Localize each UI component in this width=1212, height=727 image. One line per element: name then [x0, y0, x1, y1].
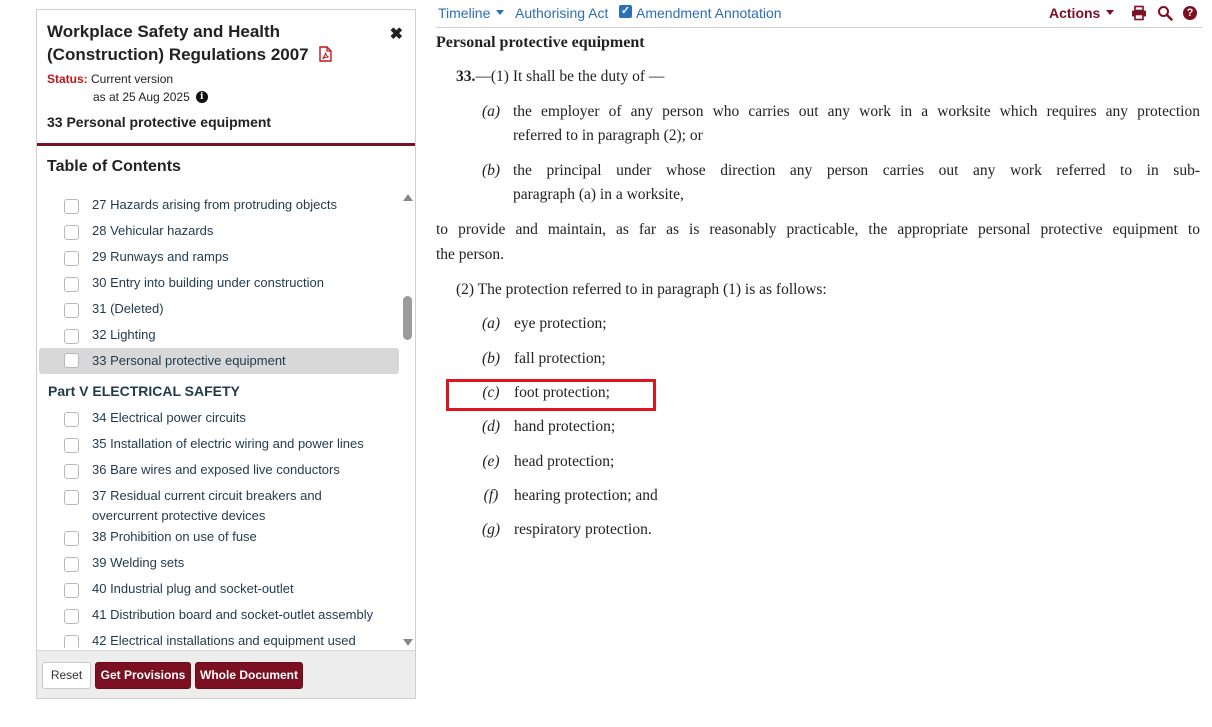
item-text: eye protection; — [514, 315, 607, 332]
toc-checkbox[interactable] — [64, 225, 79, 240]
scrollbar-thumb[interactable] — [403, 296, 412, 340]
toc-item-label: 31 (Deleted) — [92, 301, 164, 316]
toc-checkbox[interactable] — [64, 609, 79, 624]
toc-list[interactable] — [37, 188, 415, 648]
item-mark: (d) — [481, 418, 501, 435]
toc-item-label: 30 Entry into building under construction — [92, 275, 324, 290]
highlight-box — [446, 379, 656, 411]
close-icon[interactable]: ✖ — [389, 26, 403, 43]
scroll-down-arrow-icon[interactable] — [403, 639, 413, 646]
toc-item-label: 29 Runways and ramps — [92, 249, 229, 264]
whole-document-button[interactable]: Whole Document — [195, 662, 303, 689]
item-mark: (c) — [482, 384, 500, 401]
toc-item-active[interactable] — [39, 348, 399, 374]
search-icon[interactable] — [1157, 5, 1173, 21]
amendment-annotation-checkbox[interactable]: ✓ — [620, 5, 631, 17]
toc-checkbox[interactable] — [64, 199, 79, 214]
toc-checkbox[interactable] — [64, 635, 79, 648]
toc-panel — [36, 9, 416, 699]
toc-heading: Table of Contents — [47, 158, 181, 175]
toc-checkbox[interactable] — [64, 412, 79, 427]
toc-checkbox[interactable] — [64, 277, 79, 292]
paragraph-text: the person. — [436, 246, 505, 263]
item-mark: (b) — [481, 350, 501, 367]
item-text: foot protection; — [514, 384, 610, 401]
item-text: referred to in paragraph (2); or — [513, 127, 703, 144]
subparagraph-intro: (2) The protection referred to in paragraph (1) is as follows: — [456, 281, 827, 298]
item-mark: (a) — [481, 315, 501, 332]
toolbar — [436, 0, 1202, 28]
toc-checkbox[interactable] — [64, 531, 79, 546]
regulation-intro — [456, 68, 664, 86]
document-title-text: Workplace Safety and Health (Construction) Regulations 2007 — [47, 22, 309, 64]
authorising-act-link[interactable]: Authorising Act — [515, 5, 609, 21]
chevron-down-icon — [1106, 10, 1114, 15]
pdf-icon[interactable] — [319, 45, 332, 68]
toc-item-label: 32 Lighting — [92, 327, 156, 342]
toc-item-label: 36 Bare wires and exposed live conductors — [92, 462, 340, 477]
status-value: Current version — [91, 72, 174, 86]
help-icon[interactable]: ? — [1183, 6, 1197, 20]
status-row — [47, 71, 173, 87]
timeline-dropdown[interactable] — [438, 5, 504, 21]
document-title — [47, 20, 377, 68]
item-text: hand protection; — [514, 418, 616, 435]
scroll-up-arrow-icon[interactable] — [403, 194, 413, 201]
status-date-row — [93, 89, 208, 105]
toc-checkbox[interactable] — [64, 583, 79, 598]
get-provisions-button[interactable]: Get Provisions — [95, 662, 191, 689]
document-header — [37, 10, 415, 146]
toc-item-label: 42 Electrical installations and equipment used — [92, 633, 356, 648]
current-section-label: 33 Personal protective equipment — [47, 114, 272, 130]
item-mark: (a) — [481, 103, 501, 120]
toc-item-label: 34 Electrical power circuits — [92, 410, 246, 425]
toc-checkbox[interactable] — [64, 557, 79, 572]
item-mark: (f) — [483, 487, 499, 504]
paragraph-text: to provide and maintain, as far as is reasonably practicable, the appropriate personal protective equipment to — [436, 221, 1200, 238]
info-icon[interactable]: i — [196, 91, 208, 103]
reset-button[interactable]: Reset — [42, 662, 91, 689]
toc-checkbox[interactable] — [64, 464, 79, 479]
regulation-number: 33. — [456, 68, 476, 85]
item-text: fall protection; — [514, 350, 606, 367]
toc-checkbox[interactable] — [64, 329, 79, 344]
actions-dropdown[interactable] — [1049, 5, 1114, 21]
toc-item-label: 27 Hazards arising from protruding objects — [92, 197, 337, 212]
toc-item-label: 40 Industrial plug and socket-outlet — [92, 581, 294, 596]
toc-checkbox[interactable] — [64, 353, 79, 368]
regulation-intro-text: —(1) It shall be the duty of — — [475, 68, 665, 85]
toc-checkbox[interactable] — [64, 303, 79, 318]
toc-footer — [37, 650, 415, 698]
toc-item-label: 35 Installation of electric wiring and power lines — [92, 436, 364, 451]
item-text: respiratory protection. — [514, 521, 652, 538]
item-mark: (g) — [481, 521, 501, 538]
item-text: hearing protection; and — [514, 487, 658, 504]
toc-item-label: 33 Personal protective equipment — [92, 353, 286, 368]
item-text: paragraph (a) in a worksite, — [513, 186, 684, 203]
item-text: head protection; — [514, 453, 615, 470]
toc-item-label: 28 Vehicular hazards — [92, 223, 214, 238]
item-mark: (b) — [481, 162, 501, 179]
toc-item-label: 41 Distribution board and socket-outlet assembly — [92, 607, 374, 622]
toc-item-label: 38 Prohibition on use of fuse — [92, 529, 257, 544]
toc-checkbox[interactable] — [64, 490, 79, 505]
amendment-annotation-label[interactable]: Amendment Annotation — [636, 5, 782, 21]
actions-label: Actions — [1049, 5, 1101, 21]
timeline-label: Timeline — [438, 5, 491, 21]
section-heading: Personal protective equipment — [436, 34, 645, 51]
print-icon[interactable] — [1131, 5, 1147, 21]
status-label: Status: — [47, 72, 88, 86]
toc-part-heading[interactable]: Part V ELECTRICAL SAFETY — [48, 383, 240, 399]
item-mark: (e) — [482, 453, 500, 470]
toc-checkbox[interactable] — [64, 251, 79, 266]
toc-checkbox[interactable] — [64, 438, 79, 453]
chevron-down-icon — [496, 10, 504, 15]
toc-item-label: 39 Welding sets — [92, 555, 185, 570]
item-text: the employer of any person who carries out any work in a worksite which requires any protection — [513, 103, 1200, 120]
item-text: the principal under whose direction any person carries out any work referred to in sub- — [513, 162, 1200, 179]
status-date: as at 25 Aug 2025 — [93, 90, 190, 104]
toc-item-label: 37 Residual current circuit breakers and overcurrent protective devices — [92, 488, 322, 523]
